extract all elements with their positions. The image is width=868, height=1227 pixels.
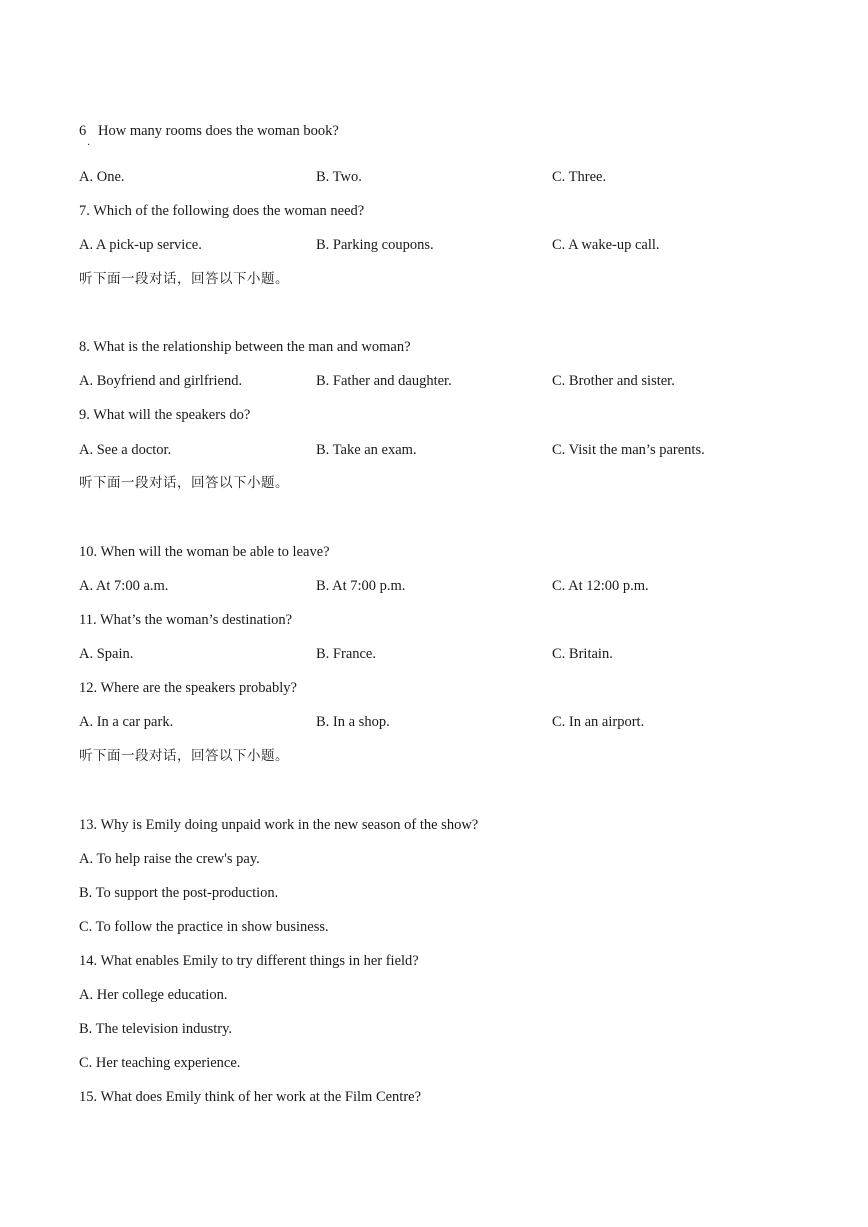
question-14-text: 14. What enables Emily to try different things in her field? [79, 953, 419, 969]
question-8-option-a: A. Boyfriend and girlfriend. [79, 373, 243, 389]
section-instruction-1: 听下面一段对话，回答以下小题。 [79, 271, 289, 287]
decorative-dot: · [87, 140, 91, 151]
question-7-option-b: B. Parking coupons. [316, 237, 434, 253]
question-8-option-b: B. Father and daughter. [316, 373, 452, 389]
question-10-option-c: C. At 12:00 p.m. [552, 578, 649, 594]
question-6-option-a: A. One. [79, 169, 125, 185]
question-6-number: 6 [79, 123, 87, 139]
question-9-option-a: A. See a doctor. [79, 442, 172, 458]
question-8-option-c: C. Brother and sister. [552, 373, 675, 389]
question-11-option-a: A. Spain. [79, 646, 134, 662]
question-9-option-b: B. Take an exam. [316, 442, 417, 458]
question-9-option-c: C. Visit the man’s parents. [552, 442, 705, 458]
question-9-text: 9. What will the speakers do? [79, 407, 251, 423]
section-instruction-2: 听下面一段对话，回答以下小题。 [79, 475, 289, 491]
question-15-text: 15. What does Emily think of her work at the Film Centre? [79, 1089, 422, 1105]
question-10-option-b: B. At 7:00 p.m. [316, 578, 406, 594]
question-14-option-a: A. Her college education. [79, 987, 228, 1003]
question-13-option-b: B. To support the post-production. [79, 885, 279, 901]
question-11-text: 11. What’s the woman’s destination? [79, 612, 293, 628]
question-12-option-a: A. In a car park. [79, 714, 174, 730]
question-7-option-a: A. A pick-up service. [79, 237, 202, 253]
question-12-text: 12. Where are the speakers probably? [79, 680, 297, 696]
question-7-text: 7. Which of the following does the woman need? [79, 203, 365, 219]
question-11-option-c: C. Britain. [552, 646, 613, 662]
question-10-text: 10. When will the woman be able to leave? [79, 544, 330, 560]
question-8-text: 8. What is the relationship between the man and woman? [79, 339, 411, 355]
question-14-option-c: C. Her teaching experience. [79, 1055, 241, 1071]
question-12-option-b: B. In a shop. [316, 714, 390, 730]
question-13-option-c: C. To follow the practice in show business. [79, 919, 329, 935]
question-11-option-b: B. France. [316, 646, 376, 662]
question-13-text: 13. Why is Emily doing unpaid work in the new season of the show? [79, 817, 479, 833]
question-6-option-b: B. Two. [316, 169, 362, 185]
question-10-option-a: A. At 7:00 a.m. [79, 578, 169, 594]
question-12-option-c: C. In an airport. [552, 714, 645, 730]
question-7-option-c: C. A wake-up call. [552, 237, 660, 253]
question-6-text: How many rooms does the woman book? [98, 123, 339, 139]
question-6-option-c: C. Three. [552, 169, 607, 185]
question-13-option-a: A. To help raise the crew's pay. [79, 851, 260, 867]
section-instruction-3: 听下面一段对话，回答以下小题。 [79, 748, 289, 764]
question-14-option-b: B. The television industry. [79, 1021, 233, 1037]
